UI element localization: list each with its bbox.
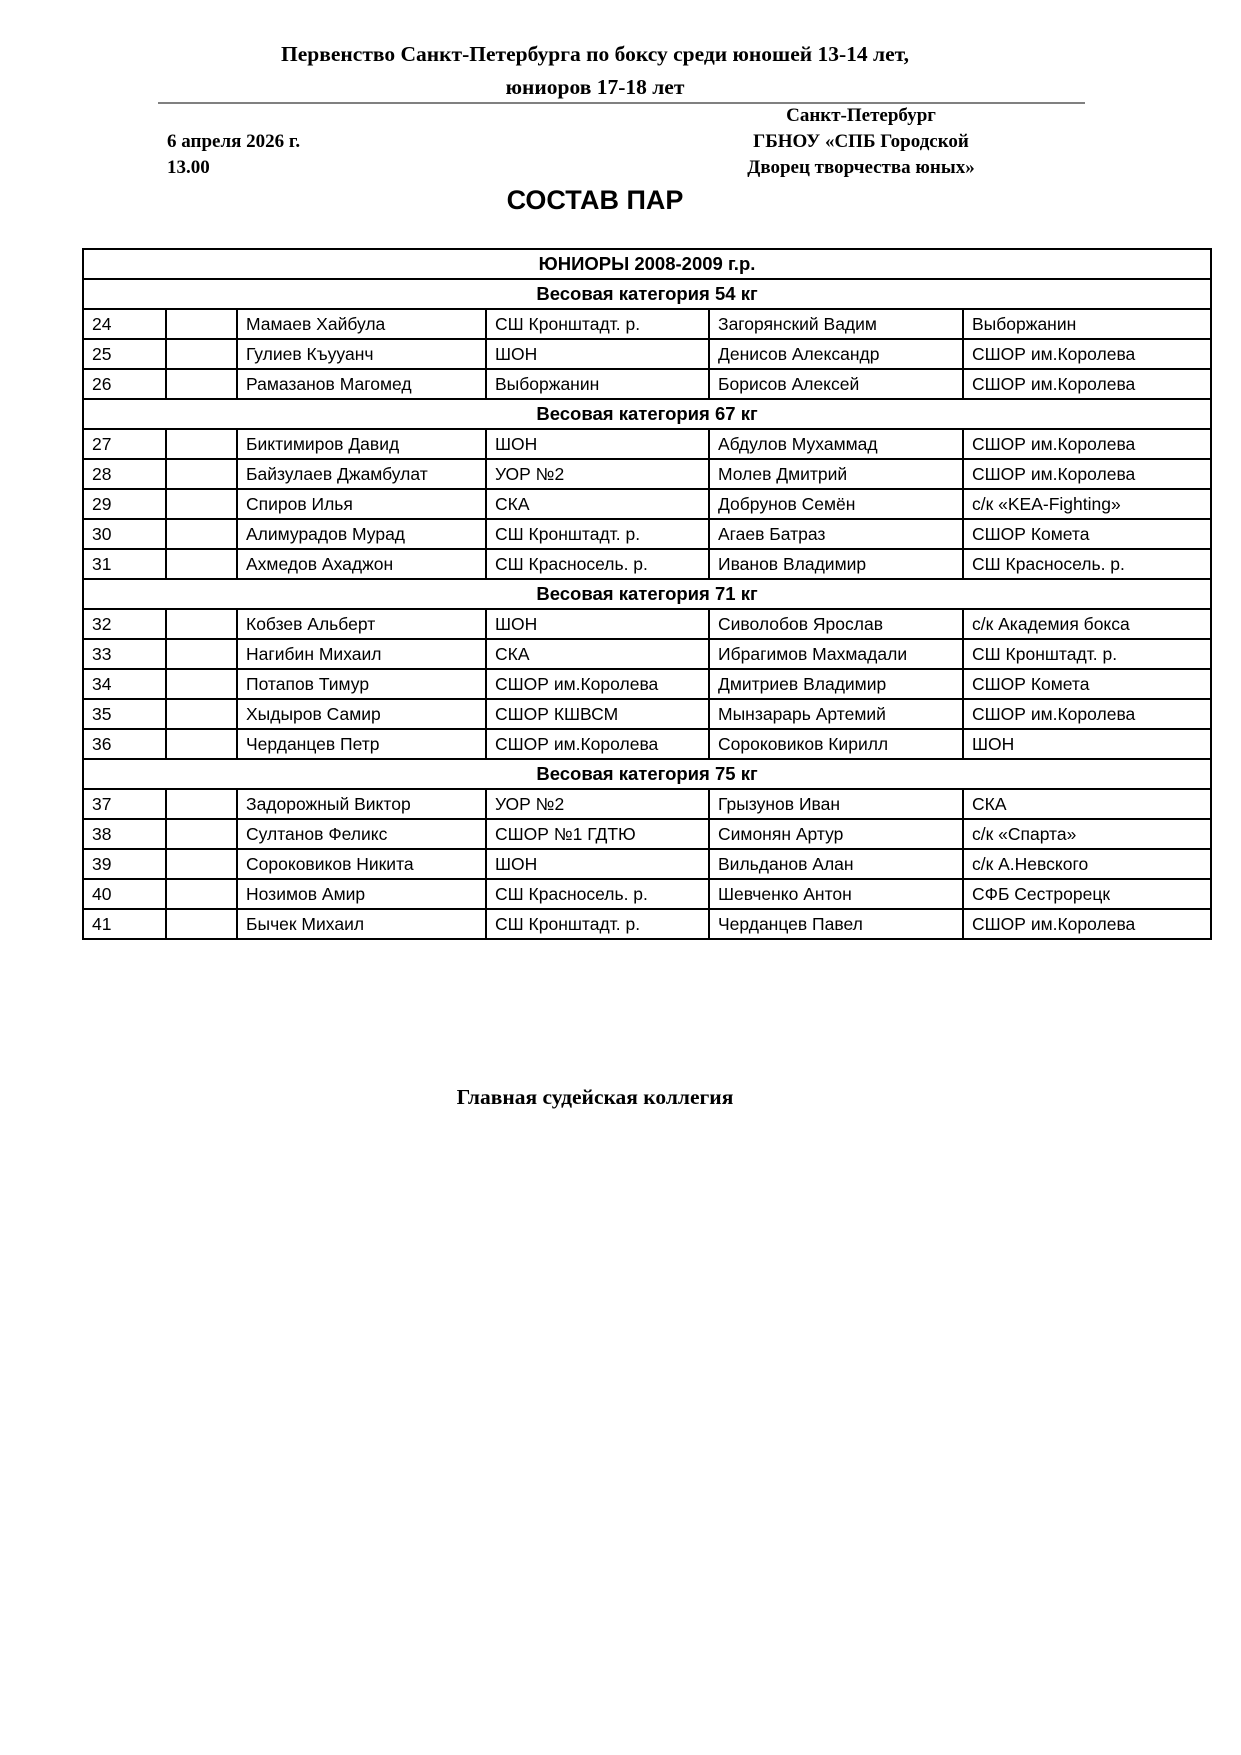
blue-corner-name: Ибрагимов Махмадали: [709, 639, 963, 669]
event-time: 13.00: [167, 157, 210, 178]
blue-corner-name: Борисов Алексей: [709, 369, 963, 399]
red-corner-name: Биктимиров Давид: [237, 429, 486, 459]
pair-empty-cell: [166, 729, 237, 759]
weight-category-title-row: [83, 399, 1211, 429]
blue-corner-name: Абдулов Мухаммад: [709, 429, 963, 459]
weight-category-title-row: [83, 579, 1211, 609]
blue-corner-club: СШОР им.Королева: [963, 699, 1211, 729]
pair-number: 33: [83, 639, 166, 669]
blue-corner-club: ШОН: [963, 729, 1211, 759]
red-corner-club: СШ Красносель. р.: [486, 879, 709, 909]
red-corner-name: Потапов Тимур: [237, 669, 486, 699]
pair-empty-cell: [166, 309, 237, 339]
blue-corner-club: Выборжанин: [963, 309, 1211, 339]
pair-row: [83, 849, 1211, 879]
blue-corner-club: с/к «KEA-Fighting»: [963, 489, 1211, 519]
document-title-line2: юниоров 17-18 лет: [505, 75, 685, 99]
pair-empty-cell: [166, 789, 237, 819]
blue-corner-club: СШОР им.Королева: [963, 369, 1211, 399]
pair-number: 36: [83, 729, 166, 759]
red-corner-club: СШ Кронштадт. р.: [486, 519, 709, 549]
group-title: ЮНИОРЫ 2008-2009 г.р.: [83, 249, 1211, 279]
red-corner-club: СШОР №1 ГДТЮ: [486, 819, 709, 849]
pair-number: 31: [83, 549, 166, 579]
red-corner-club: УОР №2: [486, 789, 709, 819]
pair-empty-cell: [166, 549, 237, 579]
pair-row: [83, 729, 1211, 759]
venue-name-line2: Дворец творчества юных»: [747, 157, 975, 178]
blue-corner-name: Загорянский Вадим: [709, 309, 963, 339]
pair-empty-cell: [166, 339, 237, 369]
pair-row: [83, 549, 1211, 579]
red-corner-name: Черданцев Петр: [237, 729, 486, 759]
blue-corner-club: с/к «Спарта»: [963, 819, 1211, 849]
red-corner-name: Кобзев Альберт: [237, 609, 486, 639]
red-corner-club: ШОН: [486, 339, 709, 369]
venue-city: Санкт-Петербург: [786, 105, 936, 126]
event-venue: [700, 103, 1022, 181]
pair-row: [83, 879, 1211, 909]
pair-row: [83, 339, 1211, 369]
event-datetime: [167, 129, 300, 181]
blue-corner-name: Денисов Александр: [709, 339, 963, 369]
pair-row: [83, 639, 1211, 669]
red-corner-name: Ахмедов Ахаджон: [237, 549, 486, 579]
red-corner-club: СКА: [486, 639, 709, 669]
pair-empty-cell: [166, 609, 237, 639]
red-corner-club: СШ Красносель. р.: [486, 549, 709, 579]
pair-empty-cell: [166, 669, 237, 699]
pairs-heading: СОСТАВ ПАР: [506, 185, 684, 215]
pair-number: 41: [83, 909, 166, 939]
blue-corner-club: СФБ Сестрорецк: [963, 879, 1211, 909]
weight-category-title: Весовая категория 71 кг: [83, 579, 1211, 609]
red-corner-club: СКА: [486, 489, 709, 519]
blue-corner-club: СКА: [963, 789, 1211, 819]
red-corner-name: Задорожный Виктор: [237, 789, 486, 819]
document-title-line1: Первенство Санкт-Петербурга по боксу среди юношей 13-14 лет,: [281, 42, 909, 66]
weight-category-title-row: [83, 759, 1211, 789]
pair-row: [83, 369, 1211, 399]
blue-corner-name: Вильданов Алан: [709, 849, 963, 879]
event-date: 6 апреля 2026 г.: [167, 131, 301, 152]
pair-number: 26: [83, 369, 166, 399]
red-corner-name: Нозимов Амир: [237, 879, 486, 909]
red-corner-club: СШОР КШВСМ: [486, 699, 709, 729]
weight-category-title-row: [83, 279, 1211, 309]
pair-empty-cell: [166, 459, 237, 489]
pair-empty-cell: [166, 639, 237, 669]
venue-name-line1: ГБНОУ «СПБ Городской: [753, 131, 969, 152]
pair-empty-cell: [166, 699, 237, 729]
blue-corner-club: СШОР Комета: [963, 519, 1211, 549]
red-corner-club: УОР №2: [486, 459, 709, 489]
pair-row: [83, 459, 1211, 489]
red-corner-club: ШОН: [486, 429, 709, 459]
blue-corner-name: Черданцев Павел: [709, 909, 963, 939]
blue-corner-name: Симонян Артур: [709, 819, 963, 849]
pair-row: [83, 309, 1211, 339]
blue-corner-club: с/к А.Невского: [963, 849, 1211, 879]
weight-category-title: Весовая категория 75 кг: [83, 759, 1211, 789]
pair-empty-cell: [166, 429, 237, 459]
pair-number: 30: [83, 519, 166, 549]
pair-row: [83, 489, 1211, 519]
pair-empty-cell: [166, 489, 237, 519]
group-title-row: [83, 249, 1211, 279]
pair-row: [83, 669, 1211, 699]
blue-corner-name: Молев Дмитрий: [709, 459, 963, 489]
pair-number: 25: [83, 339, 166, 369]
red-corner-name: Бычек Михаил: [237, 909, 486, 939]
blue-corner-club: СШОР им.Королева: [963, 339, 1211, 369]
blue-corner-club: с/к Академия бокса: [963, 609, 1211, 639]
blue-corner-name: Иванов Владимир: [709, 549, 963, 579]
pair-empty-cell: [166, 819, 237, 849]
pairs-table: [82, 248, 1212, 940]
blue-corner-name: Дмитриев Владимир: [709, 669, 963, 699]
pair-empty-cell: [166, 369, 237, 399]
pair-row: [83, 699, 1211, 729]
red-corner-club: СШ Кронштадт. р.: [486, 309, 709, 339]
pair-number: 37: [83, 789, 166, 819]
red-corner-club: СШ Кронштадт. р.: [486, 909, 709, 939]
red-corner-name: Хыдыров Самир: [237, 699, 486, 729]
blue-corner-name: Агаев Батраз: [709, 519, 963, 549]
pairs-table-body: [83, 249, 1211, 939]
pair-empty-cell: [166, 879, 237, 909]
pair-number: 32: [83, 609, 166, 639]
blue-corner-club: СШОР им.Королева: [963, 429, 1211, 459]
red-corner-club: ШОН: [486, 609, 709, 639]
pair-number: 38: [83, 819, 166, 849]
weight-category-title: Весовая категория 67 кг: [83, 399, 1211, 429]
pair-number: 29: [83, 489, 166, 519]
pair-empty-cell: [166, 849, 237, 879]
blue-corner-club: СШ Красносель. р.: [963, 549, 1211, 579]
pair-row: [83, 789, 1211, 819]
red-corner-club: СШОР им.Королева: [486, 729, 709, 759]
red-corner-name: Нагибин Михаил: [237, 639, 486, 669]
red-corner-name: Султанов Феликс: [237, 819, 486, 849]
red-corner-name: Рамазанов Магомед: [237, 369, 486, 399]
red-corner-name: Гулиев Къууанч: [237, 339, 486, 369]
blue-corner-club: СШОР им.Королева: [963, 459, 1211, 489]
red-corner-name: Мамаев Хайбула: [237, 309, 486, 339]
blue-corner-name: Сиволобов Ярослав: [709, 609, 963, 639]
pair-number: 28: [83, 459, 166, 489]
red-corner-club: ШОН: [486, 849, 709, 879]
weight-category-title: Весовая категория 54 кг: [83, 279, 1211, 309]
blue-corner-name: Мынзарарь Артемий: [709, 699, 963, 729]
pair-number: 34: [83, 669, 166, 699]
pair-number: 35: [83, 699, 166, 729]
pair-number: 27: [83, 429, 166, 459]
pair-number: 40: [83, 879, 166, 909]
pair-empty-cell: [166, 909, 237, 939]
blue-corner-club: СШОР им.Королева: [963, 909, 1211, 939]
pair-row: [83, 909, 1211, 939]
blue-corner-club: СШОР Комета: [963, 669, 1211, 699]
red-corner-name: Сороковиков Никита: [237, 849, 486, 879]
red-corner-name: Байзулаев Джамбулат: [237, 459, 486, 489]
pair-number: 39: [83, 849, 166, 879]
pair-empty-cell: [166, 519, 237, 549]
red-corner-club: СШОР им.Королева: [486, 669, 709, 699]
blue-corner-name: Сороковиков Кирилл: [709, 729, 963, 759]
blue-corner-name: Грызунов Иван: [709, 789, 963, 819]
pair-row: [83, 819, 1211, 849]
blue-corner-name: Шевченко Антон: [709, 879, 963, 909]
pair-row: [83, 429, 1211, 459]
pair-row: [83, 609, 1211, 639]
footer-judges: Главная судейская коллегия: [456, 1085, 734, 1109]
document-title: [0, 38, 1190, 104]
pair-number: 24: [83, 309, 166, 339]
red-corner-name: Спиров Илья: [237, 489, 486, 519]
blue-corner-name: Добрунов Семён: [709, 489, 963, 519]
red-corner-club: Выборжанин: [486, 369, 709, 399]
red-corner-name: Алимурадов Мурад: [237, 519, 486, 549]
blue-corner-club: СШ Кронштадт. р.: [963, 639, 1211, 669]
pair-row: [83, 519, 1211, 549]
